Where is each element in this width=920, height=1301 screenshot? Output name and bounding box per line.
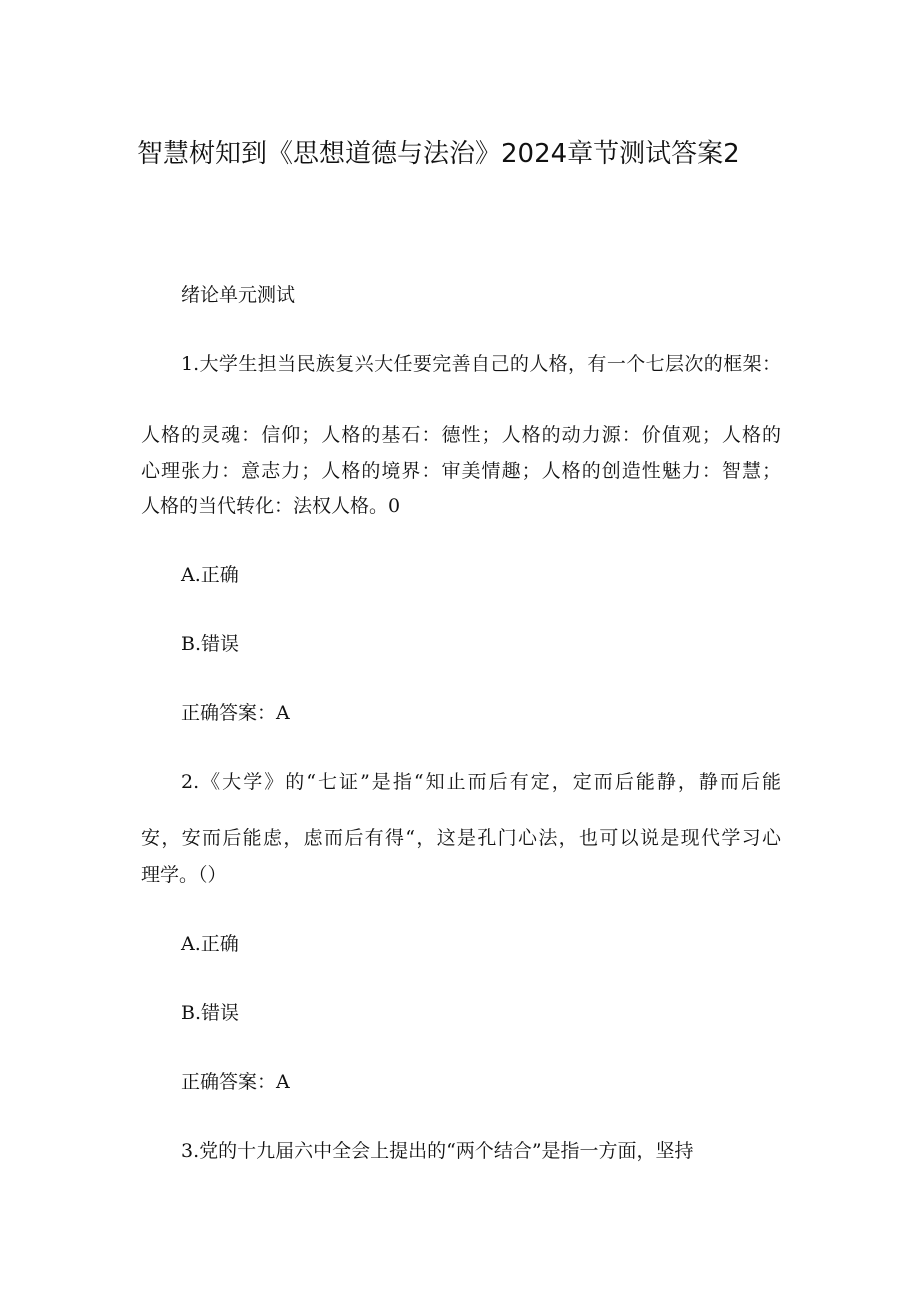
question-3-line-1: 3.党的十九届六中全会上提出的“两个结合”是指一方面，坚持 bbox=[181, 1140, 694, 1162]
question-2-option-b: B.错误 bbox=[181, 1002, 240, 1024]
question-1-option-a: A.正确 bbox=[181, 564, 239, 586]
question-1-line-4: 人格的当代转化：法权人格。0 bbox=[141, 495, 401, 517]
question-2-answer: 正确答案：A bbox=[181, 1071, 290, 1093]
question-2-line-2: 安，安而后能虑，虑而后有得“，这是孔门心法，也可以说是现代学习心 bbox=[141, 827, 781, 849]
question-1-line-2: 人格的灵魂：信仰；人格的基石：德性；人格的动力源：价值观；人格的 bbox=[141, 424, 781, 446]
question-2-line-1: 2.《大学》的“七证”是指“知止而后有定，定而后能静，静而后能 bbox=[181, 771, 781, 793]
document-title: 智慧树知到《思想道德与法治》2024章节测试答案2 bbox=[137, 139, 740, 169]
question-2-line-3: 理学。（） bbox=[141, 864, 227, 886]
question-2-option-a: A.正确 bbox=[181, 933, 239, 955]
question-1-answer: 正确答案：A bbox=[181, 702, 290, 724]
section-heading: 绪论单元测试 bbox=[181, 284, 296, 306]
question-1-line-3: 心理张力：意志力；人格的境界：审美情趣；人格的创造性魅力：智慧； bbox=[141, 460, 781, 482]
question-1-line-1: 1.大学生担当民族复兴大任要完善自己的人格，有一个七层次的框架： bbox=[181, 353, 781, 375]
question-1-option-b: B.错误 bbox=[181, 633, 240, 655]
